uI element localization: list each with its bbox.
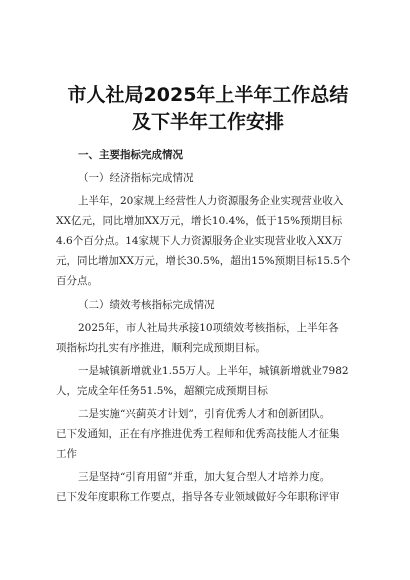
subsection-heading: （二）绩效考核指标完成情况 <box>78 299 215 311</box>
paragraph-line: 人，完成全年任务51.5%，超额完成预期目标 <box>56 385 268 397</box>
paragraph-line: 二是实施“兴蓟英才计划”，引育优秀人才和创新团队。 <box>78 408 331 420</box>
paragraph-line: 4.6个百分点。14家规下人力资源服务企业实现营业收入XX万 <box>56 235 343 247</box>
paragraph-line: XX亿元，同比增加XX万元，增长10.4%，低于15%预期目标 <box>56 215 343 227</box>
paragraph-line: 已下发通知，正在有序推进优秀工程师和优秀高技能人才征集 <box>56 428 340 440</box>
paragraph-line: 2025年，市人社局共承接10项绩效考核指标，上半年各 <box>78 322 339 334</box>
paragraph-line: 项指标均扎实有序推进，顺利完成预期目标。 <box>56 342 266 354</box>
section-heading: 一、主要指标完成情况 <box>78 149 183 161</box>
subsection-heading: （一）经济指标完成情况 <box>78 172 194 184</box>
document-title: 市人社局2025年上半年工作总结及下半年工作安排 <box>67 84 349 133</box>
paragraph-line: 元，同比增加XX万元，增长30.5%，超出15%预期目标15.5个 <box>56 255 351 267</box>
paragraph-line: 一是城镇新增就业1.55万人。上半年，城镇新增就业7982 <box>78 365 349 377</box>
paragraph-line: 上半年，20家规上经营性人力资源服务企业实现营业收入 <box>78 195 344 207</box>
paragraph-line: 百分点。 <box>56 275 98 287</box>
paragraph-line: 三是坚持“引育用留”并重，加大复合型人才培养力度。 <box>78 471 331 483</box>
paragraph-line: 工作 <box>56 448 77 460</box>
paragraph-line: 已下发年度职称工作要点，指导各专业领域做好今年职称评审 <box>56 491 340 503</box>
